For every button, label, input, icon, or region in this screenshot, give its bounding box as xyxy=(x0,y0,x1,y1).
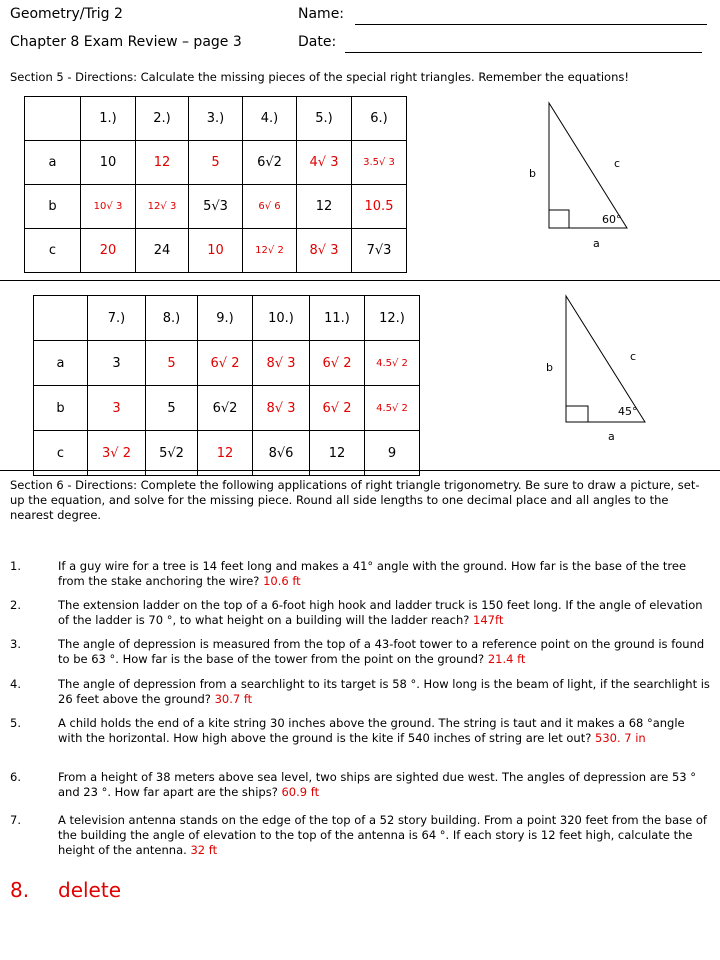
table1-corner-cell xyxy=(25,97,81,141)
table2-header-cell: 11.) xyxy=(310,296,365,341)
item-8-delete xyxy=(10,878,121,902)
special-triangle-table-1 xyxy=(24,96,407,273)
problem-text-block xyxy=(58,637,710,667)
section6-directions: Section 6 - Directions: Complete the following applications of right triangle trigonometry. Be sure to draw a picture, set-up the equation, and solve for the missing piece. Round all side lengths to one decimal place and all angles to the nearest degree. xyxy=(10,478,700,522)
table1-value-cell: 3.5√ 3 xyxy=(352,141,407,185)
table1-header-cell: 3.) xyxy=(189,97,243,141)
table1-value-cell: 5 xyxy=(189,141,243,185)
table1-header-cell: 1.) xyxy=(81,97,136,141)
table1-value-cell: 8√ 3 xyxy=(297,229,352,273)
problem-answer: 530. 7 in xyxy=(595,731,646,745)
triangle2-angle: 45° xyxy=(618,405,638,418)
table2-value-cell: 12 xyxy=(198,431,253,476)
triangle1-label-a: a xyxy=(593,237,600,250)
date-label: Date: xyxy=(298,34,337,50)
triangle1-label-b: b xyxy=(529,167,536,180)
course-title: Geometry/Trig 2 xyxy=(10,6,123,22)
table2-value-cell: 6√ 2 xyxy=(198,341,253,386)
table2-value-cell: 3 xyxy=(88,341,146,386)
page-subtitle: Chapter 8 Exam Review – page 3 xyxy=(10,34,242,50)
table1-value-cell: 6√2 xyxy=(243,141,297,185)
problem-number: 3. xyxy=(10,637,21,651)
section5-directions: Section 5 - Directions: Calculate the missing pieces of the special right triangles. Remember the equations! xyxy=(10,70,629,84)
table1-value-cell: 6√ 6 xyxy=(243,185,297,229)
triangle2-label-c: c xyxy=(630,350,637,363)
problem-item xyxy=(10,677,710,707)
table1-row-a xyxy=(25,141,407,185)
table2-value-cell: 8√ 3 xyxy=(253,341,310,386)
table2-value-cell: 3 xyxy=(88,386,146,431)
problem-text-block xyxy=(58,559,710,589)
item-8-text: delete xyxy=(58,878,122,902)
table1-value-cell: 10√ 3 xyxy=(81,185,136,229)
triangle1-label-c: c xyxy=(614,157,621,170)
table1-value-cell: 24 xyxy=(136,229,189,273)
table1-value-cell: 5√3 xyxy=(189,185,243,229)
triangle2-label-b: b xyxy=(546,361,553,374)
table1-value-cell: 12√ 2 xyxy=(243,229,297,273)
problem-answer: 10.6 ft xyxy=(263,574,301,588)
table1-row-c xyxy=(25,229,407,273)
table2-value-cell: 9 xyxy=(365,431,420,476)
table1-value-cell: 10.5 xyxy=(352,185,407,229)
table2-value-cell: 5 xyxy=(146,341,198,386)
table1-value-cell: 4√ 3 xyxy=(297,141,352,185)
problem-question: The angle of depression is measured from the top of a 43-foot tower to a reference point on the ground is found to be 63 °. How far is the base of the tower from the point on the ground? xyxy=(58,637,705,666)
triangle2-label-a: a xyxy=(608,430,615,443)
table2-value-cell: 5 xyxy=(146,386,198,431)
triangle1-angle: 60° xyxy=(602,213,622,226)
table1-value-cell: 7√3 xyxy=(352,229,407,273)
table1-value-cell: 20 xyxy=(81,229,136,273)
table1-header-cell: 2.) xyxy=(136,97,189,141)
divider-line-2 xyxy=(0,470,720,471)
table1-row-label: c xyxy=(25,229,81,273)
problem-item xyxy=(10,637,710,667)
table1-value-cell: 10 xyxy=(81,141,136,185)
table1-header-cell: 4.) xyxy=(243,97,297,141)
problem-text-block xyxy=(58,770,710,800)
problem-question: The extension ladder on the top of a 6-foot high hook and ladder truck is 150 feet long. If the angle of elevation of the ladder is 70 °, to what height on a building will the ladder reach? xyxy=(58,598,703,627)
table1-row-b xyxy=(25,185,407,229)
problem-number: 7. xyxy=(10,813,21,827)
name-blank-line xyxy=(355,24,707,25)
table2-row-label: c xyxy=(34,431,88,476)
problem-text-block xyxy=(58,677,710,707)
table2-row-c xyxy=(34,431,420,476)
table2-value-cell: 8√ 3 xyxy=(253,386,310,431)
table2-value-cell: 3√ 2 xyxy=(88,431,146,476)
table1-row-label: b xyxy=(25,185,81,229)
problem-answer: 60.9 ft xyxy=(281,785,320,799)
date-blank-line xyxy=(345,52,702,53)
table2-header-cell: 7.) xyxy=(88,296,146,341)
problem-text-block xyxy=(58,598,710,628)
problem-answer: 147ft xyxy=(473,613,504,627)
table1-header-cell: 6.) xyxy=(352,97,407,141)
table2-value-cell: 6√ 2 xyxy=(310,386,365,431)
table2-header-cell: 9.) xyxy=(198,296,253,341)
problem-number: 4. xyxy=(10,677,21,691)
table1-value-cell: 10 xyxy=(189,229,243,273)
divider-line-1 xyxy=(0,280,720,281)
problem-item xyxy=(10,716,710,746)
problem-number: 5. xyxy=(10,716,21,730)
problem-answer: 32 ft xyxy=(190,843,218,857)
table2-value-cell: 8√6 xyxy=(253,431,310,476)
problem-text-block xyxy=(58,716,710,746)
table2-value-cell: 4.5√ 2 xyxy=(365,386,420,431)
table1-row-label: a xyxy=(25,141,81,185)
problem-item xyxy=(10,770,710,800)
table2-header-cell: 10.) xyxy=(253,296,310,341)
problem-number: 1. xyxy=(10,559,21,573)
table1-value-cell: 12 xyxy=(297,185,352,229)
table2-value-cell: 6√2 xyxy=(198,386,253,431)
table2-row-label: b xyxy=(34,386,88,431)
problem-question: A child holds the end of a kite string 30 inches above the ground. The string is taut and it makes a 68 °angle with the horizontal. How high above the ground is the kite if 540 inches of string are let out? xyxy=(58,716,685,745)
problem-question: From a height of 38 meters above sea level, two ships are sighted due west. The angles of depression are 53 ° and 23 °. How far apart are the ships? xyxy=(58,770,696,799)
table1-value-cell: 12√ 3 xyxy=(136,185,189,229)
triangle-45-diagram xyxy=(540,290,680,450)
problem-number: 6. xyxy=(10,770,21,784)
problem-item xyxy=(10,559,710,589)
item-8-number: 8. xyxy=(10,878,30,902)
table2-value-cell: 12 xyxy=(310,431,365,476)
triangle-60-diagram xyxy=(520,95,660,255)
table2-header-cell: 8.) xyxy=(146,296,198,341)
table2-header-cell: 12.) xyxy=(365,296,420,341)
problem-question: A television antenna stands on the edge of the top of a 52 story building. From a point 320 feet from the base of the building the angle of elevation to the top of the antenna is 64 °. If each story is 12 feet high, calculate the height of the antenna. xyxy=(58,813,707,857)
table2-value-cell: 5√2 xyxy=(146,431,198,476)
problem-text-block xyxy=(58,813,710,858)
problem-item xyxy=(10,813,710,858)
table2-row-b xyxy=(34,386,420,431)
table1-header-row xyxy=(25,97,407,141)
special-triangle-table-2 xyxy=(33,295,420,476)
problem-question: If a guy wire for a tree is 14 feet long and makes a 41° angle with the ground. How far is the base of the tree from the stake anchoring the wire? xyxy=(58,559,687,588)
problem-question: The angle of depression from a searchlight to its target is 58 °. How long is the beam of light, if the searchlight is 26 feet above the ground? xyxy=(58,677,710,706)
problem-answer: 21.4 ft xyxy=(487,652,526,666)
table2-value-cell: 4.5√ 2 xyxy=(365,341,420,386)
problem-number: 2. xyxy=(10,598,21,612)
table1-value-cell: 12 xyxy=(136,141,189,185)
table2-value-cell: 6√ 2 xyxy=(310,341,365,386)
table2-row-label: a xyxy=(34,341,88,386)
name-label: Name: xyxy=(298,6,345,22)
table2-header-row xyxy=(34,296,420,341)
problem-answer: 30.7 ft xyxy=(214,692,253,706)
table2-corner-cell xyxy=(34,296,88,341)
table2-row-a xyxy=(34,341,420,386)
table1-header-cell: 5.) xyxy=(297,97,352,141)
problem-item xyxy=(10,598,710,628)
